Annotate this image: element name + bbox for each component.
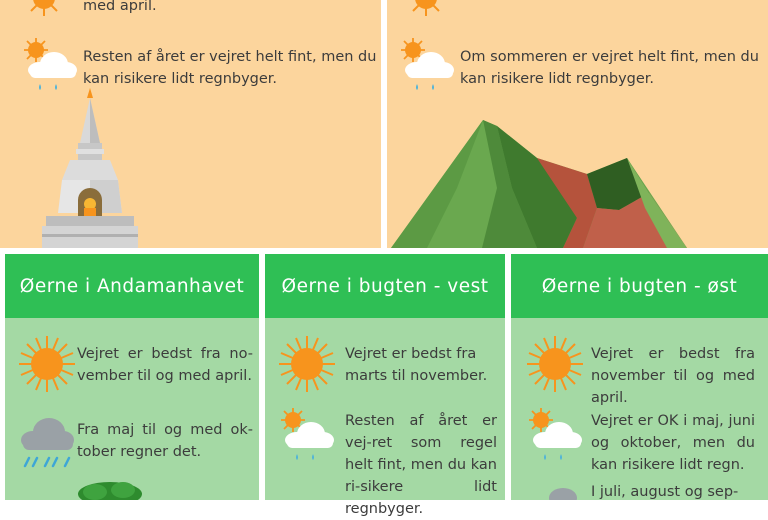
weather-text: Resten af året er vej-ret som regel helt fint, men du kan ri-sikere lidt regnbyger. bbox=[345, 413, 497, 517]
region-title: Øerne i bugten - vest bbox=[265, 254, 505, 318]
region-gulf-west bbox=[265, 254, 505, 517]
region-andaman bbox=[5, 254, 259, 500]
mountain-icon bbox=[387, 118, 697, 248]
sun-icon bbox=[400, 0, 452, 18]
region-title: Øerne i Andamanhavet bbox=[5, 254, 259, 318]
sun-icon bbox=[525, 334, 585, 394]
region-gulf-east bbox=[511, 254, 768, 500]
weather-text: Resten af året er vejret helt fint, men du kan risikere lidt regnbyger. bbox=[83, 49, 377, 87]
period-text: med april. bbox=[83, 0, 157, 14]
weather-text: Vejret er bedst fra november til og med april. bbox=[591, 346, 755, 406]
sun-icon bbox=[18, 0, 70, 18]
sun-icon bbox=[277, 334, 337, 394]
tree-icon bbox=[75, 480, 145, 500]
region-title: Øerne i bugten - øst bbox=[511, 254, 768, 318]
panel-top-right bbox=[387, 0, 768, 248]
sun-cloud-rain-icon bbox=[277, 406, 337, 464]
sun-cloud-rain-icon bbox=[525, 406, 585, 464]
panel-top-left bbox=[0, 0, 381, 248]
weather-text: Om sommeren er vejret helt fint, men du kan risikere lidt regnbyger. bbox=[460, 49, 759, 87]
stupa-icon bbox=[40, 88, 140, 248]
sun-cloud-rain-icon bbox=[20, 36, 80, 94]
cloud-icon bbox=[547, 486, 579, 500]
rain-cloud-icon bbox=[17, 414, 77, 470]
weather-text: Vejret er bedst fra no-vember til og med april. bbox=[77, 346, 253, 384]
weather-text: Vejret er bedst fra marts til november. bbox=[345, 346, 488, 384]
weather-text: Fra maj til og med ok-tober regner det. bbox=[77, 422, 253, 460]
sun-cloud-rain-icon bbox=[397, 36, 457, 94]
weather-text: Vejret er OK i maj, juni og oktober, men du kan risikere lidt regn. bbox=[591, 413, 755, 473]
weather-text: I juli, august og sep- bbox=[591, 484, 739, 500]
sun-icon bbox=[17, 334, 77, 394]
